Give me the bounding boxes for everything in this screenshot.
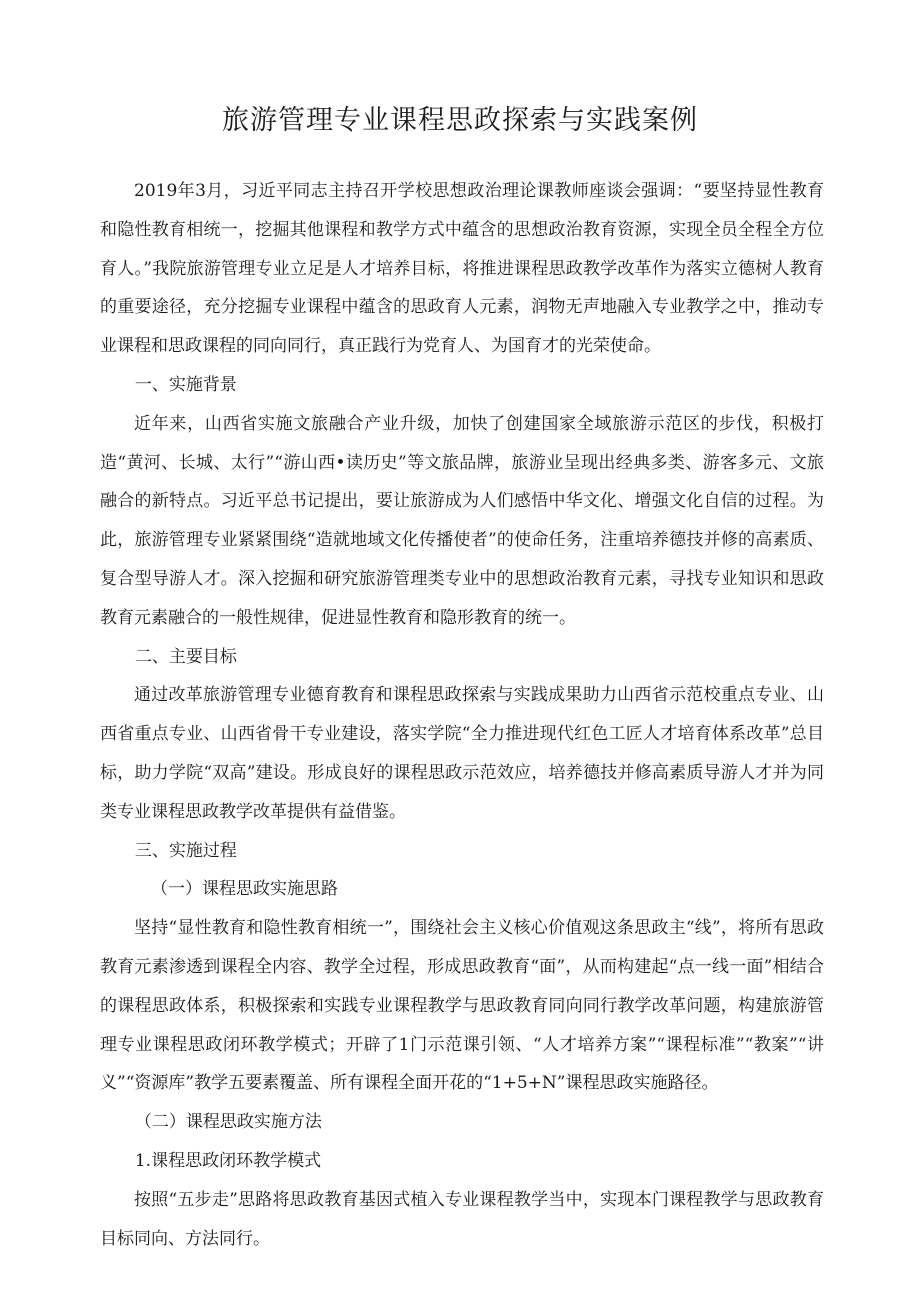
subsection-heading-approach: （一）课程思政实施思路 [151, 879, 338, 900]
document-body [100, 172, 824, 1258]
section-heading-goals: 二、主要目标 [134, 646, 237, 667]
intro-paragraph: 2019年3月，习近平同志主持召开学校思想政治理论课教师座谈会强调：“要坚持显性教育和隐性教育相统一，挖掘其他课程和教学方式中蕴含的思想政治教育资源，实现全员全程全方位育人。”我院旅游管理专业立足是人才培养目标，将推进课程思政教学改革作为落实立德树人教育的重要途径，充分挖掘专业课程中蕴含的思政育人元素，润物无声地融入专业教学之中，推动专业课程和思政课程的同向同行，真正践行为党育人、为国育才的光荣使命。 [100, 181, 824, 357]
section-heading-process: 三、实施过程 [134, 840, 237, 861]
document-title: 旅游管理专业课程思政探索与实践案例 [222, 105, 698, 136]
closed-loop-paragraph: 按照“五步走”思路将思政教育基因式植入专业课程教学当中，实现本门课程教学与思政教育目标同向、方法同行。 [100, 1189, 824, 1249]
item-heading-closed-loop: 1.课程思政闭环教学模式 [134, 1150, 322, 1171]
section-heading-background: 一、实施背景 [134, 374, 237, 395]
subsection-heading-methods: （二）课程思政实施方法 [134, 1112, 322, 1133]
background-paragraph: 近年来，山西省实施文旅融合产业升级，加快了创建国家全域旅游示范区的步伐，积极打造“黄河、长城、太行”“游山西•读历史”等文旅品牌，旅游业呈现出经典多类、游客多元、文旅融合的新特点。习近平总书记提出，要让旅游成为人们感悟中华文化、增强文化自信的过程。为此，旅游管理专业紧紧围绕“造就地域文化传播使者”的使命任务，注重培养德技并修的高素质、复合型导游人才。深入挖掘和研究旅游管理类专业中的思想政治教育元素，寻找专业知识和思政教育元素融合的一般性规律，促进显性教育和隐形教育的统一。 [100, 413, 824, 628]
goals-paragraph: 通过改革旅游管理专业德育教育和课程思政探索与实践成果助力山西省示范校重点专业、山西省重点专业、山西省骨干专业建设，落实学院“全力推进现代红色工匠人才培育体系改革”总目标，助力学院“双高”建设。形成良好的课程思政示范效应，培养德技并修高素质导游人才并为同类专业课程思政教学改革提供有益借鉴。 [100, 685, 824, 822]
approach-paragraph: 坚持“显性教育和隐性教育相统一”，围绕社会主义核心价值观这条思政主“线”，将所有思政教育元素渗透到课程全内容、教学全过程，形成思政教育“面”，从而构建起“点一线一面”相结合的课程思政体系，积极探索和实践专业课程教学与思政教育同向同行教学改革问题，构建旅游管理专业课程思政闭环教学模式；开辟了1门示范课引领、“人才培养方案”“课程标准”“教案”“讲义”“资源库”教学五要素覆盖、所有课程全面开花的“1+5+N”课程思政实施路径。 [100, 918, 824, 1094]
